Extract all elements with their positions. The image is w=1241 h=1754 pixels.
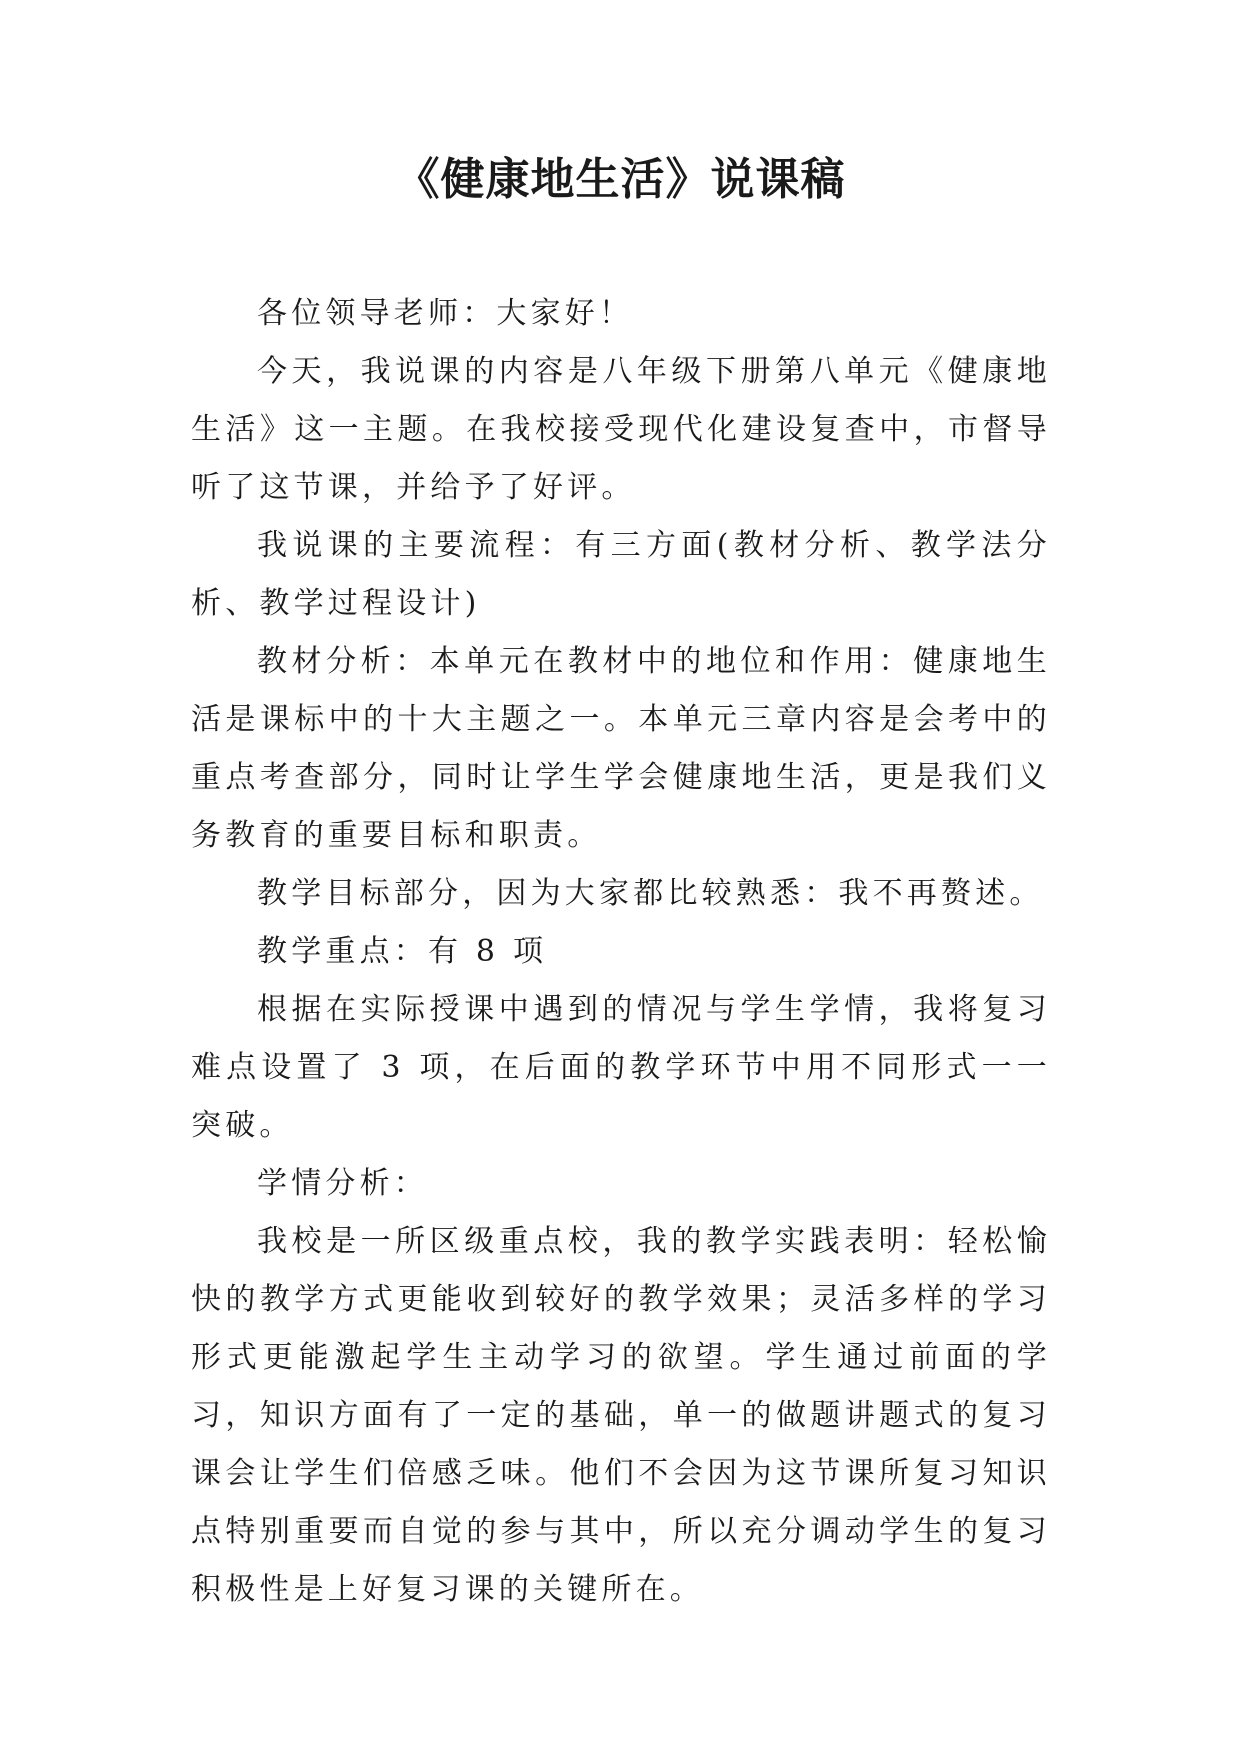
paragraph-student-analysis: 我校是一所区级重点校，我的教学实践表明：轻松愉快的教学方式更能收到较好的教学效果；灵活多样的学习形式更能激起学生主动学习的欲望。学生通过前面的学习，知识方面有了一定的基础，单一的做题讲题式的复习课会让学生们倍感乏味。他们不会因为这节课所复习知识点特别重要而自觉的参与其中，所以充分调动学生的复习积极性是上好复习课的关键所在。 xyxy=(191,1224,1051,1607)
paragraph-teaching-goals: 教学目标部分，因为大家都比较熟悉：我不再赘述。 xyxy=(257,876,1044,911)
paragraph-intro: 今天，我说课的内容是八年级下册第八单元《健康地生活》这一主题。在我校接受现代化建设复查中，市督导听了这节课，并给予了好评。 xyxy=(191,354,1051,505)
paragraph-textbook-analysis: 教材分析：本单元在教材中的地位和作用：健康地生活是课标中的十大主题之一。本单元三章内容是会考中的重点考查部分，同时让学生学会健康地生活，更是我们义务教育的重要目标和职责。 xyxy=(191,644,1051,853)
paragraph-greeting: 各位领导老师：大家好！ xyxy=(257,296,634,331)
document-title: 《健康地生活》说课稿 xyxy=(395,154,846,205)
document-body xyxy=(191,285,1051,1619)
paragraph-process: 我说课的主要流程：有三方面(教材分析、教学法分析、教学过程设计) xyxy=(191,528,1051,621)
paragraph-teaching-focus: 教学重点：有 8 项 xyxy=(257,934,548,969)
paragraph-student-analysis-heading: 学情分析： xyxy=(257,1166,428,1201)
paragraph-difficulties: 根据在实际授课中遇到的情况与学生学情，我将复习难点设置了 3 项，在后面的教学环节中用不同形式一一突破。 xyxy=(191,992,1051,1143)
